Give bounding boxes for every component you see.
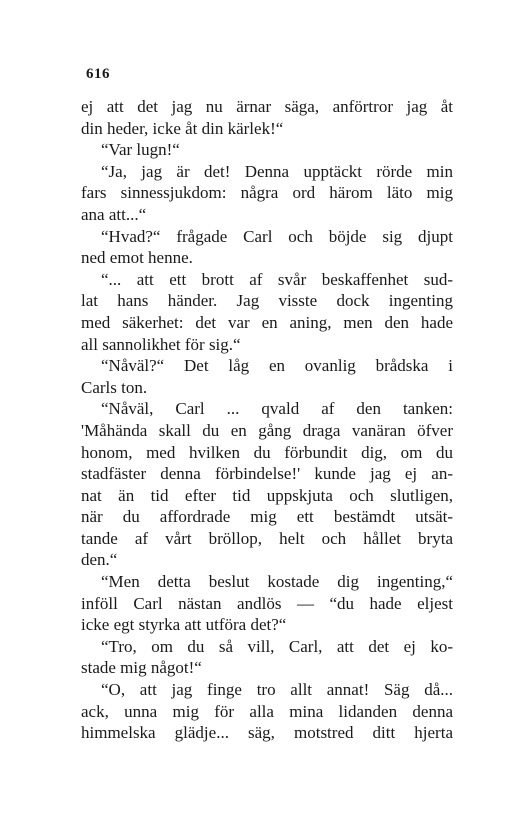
text-line: stade mig något!“ <box>81 658 202 678</box>
text-line: ana att...“ <box>81 204 147 224</box>
text-line: Carls ton. <box>81 377 148 397</box>
text-line: fars sinnessjukdom: några ord härom läto mig <box>81 183 453 203</box>
page-number: 616 <box>86 66 110 82</box>
text-line: “Tro, om du så vill, Carl, att det ej ko- <box>101 636 453 656</box>
text-line: din heder, icke åt din kärlek!“ <box>81 118 284 138</box>
text-line: “Nåväl?“ Det låg en ovanlig brådska i <box>101 356 453 376</box>
text-line: “Hvad?“ frågade Carl och böjde sig djupt <box>101 226 453 246</box>
text-line: med säkerhet: det var en aning, men den hade <box>81 312 453 332</box>
text-line: ack, unna mig för alla mina lidanden denna <box>81 701 453 721</box>
text-line: den.“ <box>81 550 118 570</box>
text-line: stadfäster denna förbindelse!' kunde jag ej an- <box>81 464 453 484</box>
text-line: inföll Carl nästan andlös — “du hade eljest <box>81 593 453 613</box>
text-line: “O, att jag finge tro allt annat! Säg då... <box>101 680 453 700</box>
text-line: “Ja, jag är det! Denna upptäckt rörde min <box>101 161 453 181</box>
text-line: “... att ett brott af svår beskaffenhet sud- <box>101 269 453 289</box>
text-line: ej att det jag nu ärnar säga, anförtror jag åt <box>81 97 453 116</box>
text-line: all sannolikhet för sig.“ <box>81 334 241 354</box>
text-line: när du affordrade mig ett bestämdt utsät- <box>81 507 453 527</box>
text-line: “Nåväl, Carl ... qvald af den tanken: <box>101 399 453 419</box>
text-line: tande af vårt bröllop, helt och hållet bryta <box>81 528 453 548</box>
text-line: ned emot henne. <box>81 248 193 268</box>
text-line: nat än tid efter tid uppskjuta och slutligen, <box>81 485 453 505</box>
text-line: icke egt styrka att utföra det?“ <box>81 615 287 635</box>
body-text <box>81 96 453 744</box>
text-line: lat hans händer. Jag visste dock ingenting <box>81 291 453 311</box>
text-line: “Var lugn!“ <box>101 140 180 160</box>
text-line: “Men detta beslut kostade dig ingenting,“ <box>101 572 453 592</box>
text-line: 'Måhända skall du en gång draga vanäran öfver <box>81 420 453 440</box>
text-line: honom, med hvilken du förbundit dig, om du <box>81 442 453 462</box>
text-line: himmelska glädje... säg, motstred ditt hjerta <box>81 723 453 743</box>
